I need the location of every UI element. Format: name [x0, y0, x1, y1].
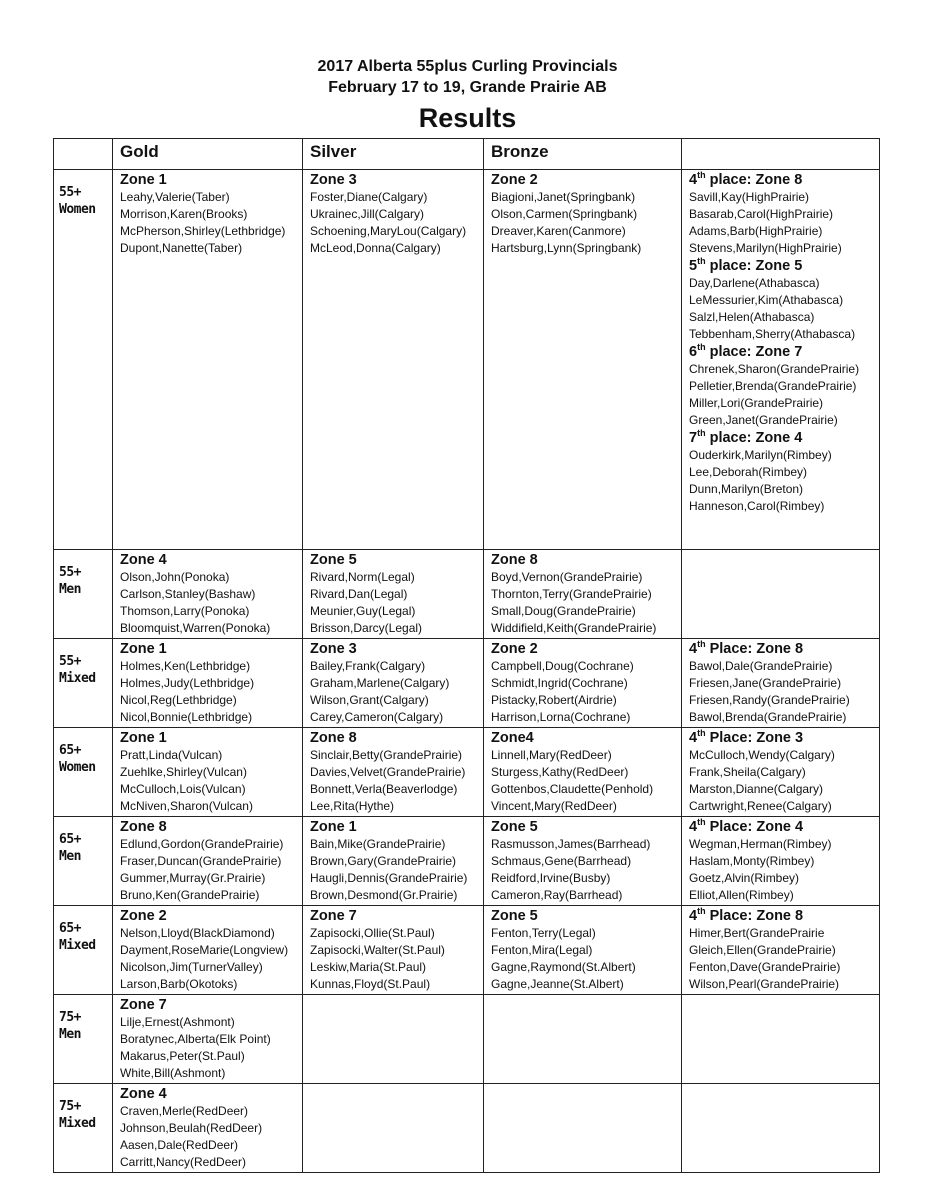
place-suffix: th — [697, 256, 706, 267]
team-member: Wilson,Grant(Calgary) — [310, 693, 429, 707]
bronze-zone: Zone 5 — [491, 908, 538, 924]
silver-zone: Zone 3 — [310, 641, 357, 657]
team-member: Zapisocki,Ollie(St.Paul) — [310, 926, 435, 940]
place-zone: place: Zone 7 — [705, 344, 803, 360]
bronze-cell — [484, 550, 682, 639]
team-member: Biagioni,Janet(Springbank) — [491, 190, 636, 204]
header-row — [54, 139, 880, 170]
silver-team-list — [310, 189, 479, 257]
category-cell — [54, 728, 113, 817]
place-team-list — [689, 925, 875, 993]
gold-cell — [113, 906, 303, 995]
results-table — [53, 138, 880, 1173]
team-member: Pratt,Linda(Vulcan) — [120, 748, 223, 762]
category-age: 65+ — [59, 832, 81, 847]
team-member: Gagne,Raymond(St.Albert) — [491, 960, 636, 974]
place-number: 7 — [689, 430, 698, 446]
team-member: Goetz,Alvin(Rimbey) — [689, 871, 800, 885]
header-bronze: Bronze — [484, 139, 682, 170]
team-member: Brisson,Darcy(Legal) — [310, 621, 423, 635]
other-places-cell — [682, 1084, 880, 1173]
place-zone: Place: Zone 3 — [705, 730, 804, 746]
bronze-team-list — [491, 925, 677, 993]
bronze-cell — [484, 817, 682, 906]
place-zone: Place: Zone 8 — [705, 641, 804, 657]
team-member: Craven,Merle(RedDeer) — [120, 1104, 249, 1118]
team-member: Friesen,Randy(GrandePrairie) — [689, 693, 850, 707]
team-member: Ouderkirk,Marilyn(Rimbey) — [689, 448, 832, 462]
category-division: Women — [59, 202, 96, 217]
team-member: Bruno,Ken(GrandePrairie) — [120, 888, 260, 902]
table-row — [54, 170, 880, 550]
silver-zone: Zone 5 — [310, 552, 357, 568]
place-team-list — [689, 361, 875, 429]
team-member: Fenton,Dave(GrandePrairie) — [689, 960, 841, 974]
header-category — [54, 139, 113, 170]
bronze-team-list — [491, 569, 677, 637]
other-places-cell — [682, 817, 880, 906]
gold-team-list — [120, 1103, 298, 1171]
place-number: 4 — [689, 908, 698, 924]
team-member: Zuehlke,Shirley(Vulcan) — [120, 765, 247, 779]
table-row — [54, 995, 880, 1084]
team-member: Pelletier,Brenda(GrandePrairie) — [689, 379, 857, 393]
category-division: Mixed — [59, 938, 96, 953]
team-member: Linnell,Mary(RedDeer) — [491, 748, 612, 762]
team-member: Meunier,Guy(Legal) — [310, 604, 416, 618]
team-member: Bawol,Dale(GrandePrairie) — [689, 659, 833, 673]
silver-cell — [303, 995, 484, 1084]
silver-cell — [303, 639, 484, 728]
team-member: Miller,Lori(GrandePrairie) — [689, 396, 824, 410]
gold-zone: Zone 1 — [120, 641, 167, 657]
bronze-cell — [484, 906, 682, 995]
bronze-team-list — [491, 658, 677, 726]
event-title: 2017 Alberta 55plus Curling Provincials — [317, 58, 618, 75]
bronze-zone: Zone 5 — [491, 819, 538, 835]
header-silver: Silver — [303, 139, 484, 170]
category-division: Men — [59, 582, 81, 597]
team-member: Adams,Barb(HighPrairie) — [689, 224, 823, 238]
team-member: Fenton,Mira(Legal) — [491, 943, 593, 957]
silver-team-list — [310, 925, 479, 993]
place-team-list — [689, 658, 875, 726]
gold-zone: Zone 4 — [120, 552, 167, 568]
team-member: McCulloch,Wendy(Calgary) — [689, 748, 835, 762]
bronze-cell — [484, 728, 682, 817]
team-member: Carritt,Nancy(RedDeer) — [120, 1155, 247, 1169]
place-heading — [689, 343, 875, 361]
silver-zone: Zone 7 — [310, 908, 357, 924]
team-member: Carey,Cameron(Calgary) — [310, 710, 444, 724]
team-member: Boratynec,Alberta(Elk Point) — [120, 1032, 271, 1046]
category-cell — [54, 550, 113, 639]
team-member: Sinclair,Betty(GrandePrairie) — [310, 748, 463, 762]
place-zone: place: Zone 4 — [705, 430, 803, 446]
silver-cell — [303, 550, 484, 639]
team-member: White,Bill(Ashmont) — [120, 1066, 226, 1080]
place-number: 6 — [689, 344, 698, 360]
place-zone: Place: Zone 4 — [705, 819, 804, 835]
team-member: Stevens,Marilyn(HighPrairie) — [689, 241, 842, 255]
team-member: Bonnett,Verla(Beaverlodge) — [310, 782, 458, 796]
place-number: 4 — [689, 641, 698, 657]
team-member: Cartwright,Renee(Calgary) — [689, 799, 832, 813]
place-team-list — [689, 836, 875, 904]
table-row — [54, 817, 880, 906]
place-suffix: th — [697, 428, 706, 439]
team-member: Carlson,Stanley(Bashaw) — [120, 587, 256, 601]
other-places-cell — [682, 728, 880, 817]
team-member: Cameron,Ray(Barrhead) — [491, 888, 623, 902]
team-member: Olson,Carmen(Springbank) — [491, 207, 638, 221]
place-number: 4 — [689, 730, 698, 746]
silver-team-list — [310, 569, 479, 637]
team-member: Dreaver,Karen(Canmore) — [491, 224, 626, 238]
silver-zone: Zone 1 — [310, 819, 357, 835]
team-member: Gottenbos,Claudette(Penhold) — [491, 782, 654, 796]
team-member: Leahy,Valerie(Taber) — [120, 190, 230, 204]
gold-zone: Zone 1 — [120, 730, 167, 746]
place-zone: place: Zone 8 — [705, 172, 803, 188]
place-heading — [689, 907, 875, 925]
gold-team-list — [120, 836, 298, 904]
team-member: Haslam,Monty(Rimbey) — [689, 854, 815, 868]
bronze-cell — [484, 639, 682, 728]
other-places-cell — [682, 170, 880, 550]
team-member: Nicolson,Jim(TurnerValley) — [120, 960, 263, 974]
team-member: Reidford,Irvine(Busby) — [491, 871, 611, 885]
team-member: Elliot,Allen(Rimbey) — [689, 888, 794, 902]
silver-cell — [303, 170, 484, 550]
gold-zone: Zone 2 — [120, 908, 167, 924]
team-member: Wegman,Herman(Rimbey) — [689, 837, 832, 851]
gold-zone: Zone 8 — [120, 819, 167, 835]
team-member: Fenton,Terry(Legal) — [491, 926, 596, 940]
team-member: Vincent,Mary(RedDeer) — [491, 799, 617, 813]
category-division: Men — [59, 1027, 81, 1042]
team-member: Campbell,Doug(Cochrane) — [491, 659, 634, 673]
team-member: Morrison,Karen(Brooks) — [120, 207, 248, 221]
place-number: 4 — [689, 172, 698, 188]
team-member: Schmidt,Ingrid(Cochrane) — [491, 676, 628, 690]
gold-cell — [113, 170, 303, 550]
team-member: Hartsburg,Lynn(Springbank) — [491, 241, 642, 255]
team-member: Thornton,Terry(GrandePrairie) — [491, 587, 652, 601]
category-cell — [54, 639, 113, 728]
place-heading — [689, 171, 875, 189]
table-row — [54, 1084, 880, 1173]
team-member: Schoening,MaryLou(Calgary) — [310, 224, 467, 238]
event-dates: February 17 to 19, Grande Prairie AB — [328, 79, 607, 96]
place-heading — [689, 257, 875, 275]
silver-cell — [303, 728, 484, 817]
team-member: Gummer,Murray(Gr.Prairie) — [120, 871, 266, 885]
category-age: 55+ — [59, 185, 81, 200]
bronze-zone: Zone 2 — [491, 641, 538, 657]
bronze-cell — [484, 995, 682, 1084]
place-heading — [689, 640, 875, 658]
team-member: Marston,Dianne(Calgary) — [689, 782, 824, 796]
place-number: 4 — [689, 819, 698, 835]
team-member: Pistacky,Robert(Airdrie) — [491, 693, 617, 707]
team-member: Foster,Diane(Calgary) — [310, 190, 428, 204]
place-suffix: th — [697, 639, 706, 650]
bronze-zone: Zone 8 — [491, 552, 538, 568]
team-member: Lee,Rita(Hythe) — [310, 799, 395, 813]
category-division: Men — [59, 849, 81, 864]
place-team-list — [689, 189, 875, 257]
other-places-cell — [682, 995, 880, 1084]
team-member: Hanneson,Carol(Rimbey) — [689, 499, 825, 513]
team-member: Gagne,Jeanne(St.Albert) — [491, 977, 624, 991]
other-places-cell — [682, 906, 880, 995]
place-zone: Place: Zone 8 — [705, 908, 804, 924]
silver-cell — [303, 1084, 484, 1173]
team-member: Bailey,Frank(Calgary) — [310, 659, 426, 673]
bronze-cell — [484, 170, 682, 550]
bronze-team-list — [491, 189, 677, 257]
category-cell — [54, 995, 113, 1084]
category-cell — [54, 1084, 113, 1173]
gold-team-list — [120, 925, 298, 993]
place-suffix: th — [697, 170, 706, 181]
silver-cell — [303, 906, 484, 995]
results-body — [54, 170, 880, 1173]
place-heading — [689, 818, 875, 836]
team-member: Basarab,Carol(HighPrairie) — [689, 207, 834, 221]
bronze-zone: Zone 2 — [491, 172, 538, 188]
team-member: Harrison,Lorna(Cochrane) — [491, 710, 631, 724]
silver-zone: Zone 8 — [310, 730, 357, 746]
team-member: Salzl,Helen(Athabasca) — [689, 310, 815, 324]
team-member: Lilje,Ernest(Ashmont) — [120, 1015, 235, 1029]
gold-cell — [113, 639, 303, 728]
silver-team-list — [310, 836, 479, 904]
team-member: McNiven,Sharon(Vulcan) — [120, 799, 253, 813]
team-member: Lee,Deborah(Rimbey) — [689, 465, 808, 479]
bronze-team-list — [491, 836, 677, 904]
header-gold: Gold — [113, 139, 303, 170]
team-member: Fraser,Duncan(GrandePrairie) — [120, 854, 282, 868]
other-places-cell — [682, 550, 880, 639]
category-division: Mixed — [59, 1116, 96, 1131]
team-member: Zapisocki,Walter(St.Paul) — [310, 943, 445, 957]
place-team-list — [689, 275, 875, 343]
place-team-list — [689, 747, 875, 815]
silver-team-list — [310, 658, 479, 726]
team-member: Himer,Bert(GrandePrairie — [689, 926, 825, 940]
silver-cell — [303, 817, 484, 906]
team-member: Larson,Barb(Okotoks) — [120, 977, 238, 991]
team-member: Leskiw,Maria(St.Paul) — [310, 960, 427, 974]
category-division: Mixed — [59, 671, 96, 686]
gold-cell — [113, 1084, 303, 1173]
category-age: 75+ — [59, 1099, 81, 1114]
header-other-places — [682, 139, 880, 170]
team-member: Rivard,Dan(Legal) — [310, 587, 408, 601]
table-row — [54, 728, 880, 817]
team-member: Day,Darlene(Athabasca) — [689, 276, 820, 290]
team-member: McLeod,Donna(Calgary) — [310, 241, 441, 255]
gold-zone: Zone 4 — [120, 1086, 167, 1102]
table-row — [54, 639, 880, 728]
table-row — [54, 906, 880, 995]
team-member: Brown,Desmond(Gr.Prairie) — [310, 888, 458, 902]
team-member: Nelson,Lloyd(BlackDiamond) — [120, 926, 275, 940]
team-member: Savill,Kay(HighPrairie) — [689, 190, 810, 204]
team-member: Bain,Mike(GrandePrairie) — [310, 837, 446, 851]
category-cell — [54, 906, 113, 995]
gold-cell — [113, 550, 303, 639]
team-member: Aasen,Dale(RedDeer) — [120, 1138, 239, 1152]
place-suffix: th — [697, 728, 706, 739]
place-zone: place: Zone 5 — [705, 258, 803, 274]
team-member: Kunnas,Floyd(St.Paul) — [310, 977, 431, 991]
place-heading — [689, 729, 875, 747]
team-member: Small,Doug(GrandePrairie) — [491, 604, 636, 618]
category-cell — [54, 817, 113, 906]
team-member: Brown,Gary(GrandePrairie) — [310, 854, 457, 868]
team-member: Nicol,Reg(Lethbridge) — [120, 693, 237, 707]
team-member: Dupont,Nanette(Taber) — [120, 241, 243, 255]
team-member: Schmaus,Gene(Barrhead) — [491, 854, 632, 868]
place-team-list — [689, 447, 875, 515]
team-member: Rasmusson,James(Barrhead) — [491, 837, 651, 851]
gold-cell — [113, 995, 303, 1084]
place-heading — [689, 429, 875, 447]
table-row — [54, 550, 880, 639]
team-member: Graham,Marlene(Calgary) — [310, 676, 450, 690]
category-division: Women — [59, 760, 96, 775]
team-member: LeMessurier,Kim(Athabasca) — [689, 293, 844, 307]
gold-team-list — [120, 1014, 298, 1082]
team-member: Haugli,Dennis(GrandePrairie) — [310, 871, 468, 885]
team-member: Wilson,Pearl(GrandePrairie) — [689, 977, 840, 991]
other-places-cell — [682, 639, 880, 728]
team-member: Bawol,Brenda(GrandePrairie) — [689, 710, 847, 724]
place-suffix: th — [697, 817, 706, 828]
team-member: Johnson,Beulah(RedDeer) — [120, 1121, 263, 1135]
team-member: Nicol,Bonnie(Lethbridge) — [120, 710, 253, 724]
team-member: Gleich,Ellen(GrandePrairie) — [689, 943, 836, 957]
bronze-cell — [484, 1084, 682, 1173]
team-member: Olson,John(Ponoka) — [120, 570, 230, 584]
place-suffix: th — [697, 906, 706, 917]
team-member: McCulloch,Lois(Vulcan) — [120, 782, 246, 796]
team-member: Frank,Sheila(Calgary) — [689, 765, 806, 779]
gold-team-list — [120, 189, 298, 257]
team-member: Edlund,Gordon(GrandePrairie) — [120, 837, 284, 851]
category-age: 55+ — [59, 654, 81, 669]
silver-zone: Zone 3 — [310, 172, 357, 188]
gold-team-list — [120, 747, 298, 815]
team-member: Ukrainec,Jill(Calgary) — [310, 207, 425, 221]
team-member: Rivard,Norm(Legal) — [310, 570, 415, 584]
gold-zone: Zone 1 — [120, 172, 167, 188]
category-cell — [54, 170, 113, 550]
team-member: Dunn,Marilyn(Breton) — [689, 482, 804, 496]
team-member: Green,Janet(GrandePrairie) — [689, 413, 838, 427]
gold-team-list — [120, 658, 298, 726]
team-member: Friesen,Jane(GrandePrairie) — [689, 676, 842, 690]
gold-cell — [113, 817, 303, 906]
team-member: Davies,Velvet(GrandePrairie) — [310, 765, 466, 779]
team-member: Chrenek,Sharon(GrandePrairie) — [689, 362, 860, 376]
team-member: Widdifield,Keith(GrandePrairie) — [491, 621, 657, 635]
team-member: Tebbenham,Sherry(Athabasca) — [689, 327, 856, 341]
team-member: Holmes,Judy(Lethbridge) — [120, 676, 255, 690]
team-member: Thomson,Larry(Ponoka) — [120, 604, 250, 618]
category-age: 65+ — [59, 743, 81, 758]
team-member: Dayment,RoseMarie(Longview) — [120, 943, 289, 957]
team-member: Sturgess,Kathy(RedDeer) — [491, 765, 629, 779]
team-member: Makarus,Peter(St.Paul) — [120, 1049, 245, 1063]
category-age: 65+ — [59, 921, 81, 936]
bronze-zone: Zone4 — [491, 730, 534, 746]
team-member: Holmes,Ken(Lethbridge) — [120, 659, 251, 673]
category-age: 75+ — [59, 1010, 81, 1025]
place-number: 5 — [689, 258, 698, 274]
page-title: Results — [418, 103, 517, 133]
bronze-team-list — [491, 747, 677, 815]
place-suffix: th — [697, 342, 706, 353]
gold-team-list — [120, 569, 298, 637]
gold-cell — [113, 728, 303, 817]
category-age: 55+ — [59, 565, 81, 580]
silver-team-list — [310, 747, 479, 815]
team-member: Boyd,Vernon(GrandePrairie) — [491, 570, 643, 584]
team-member: McPherson,Shirley(Lethbridge) — [120, 224, 286, 238]
team-member: Bloomquist,Warren(Ponoka) — [120, 621, 271, 635]
gold-zone: Zone 7 — [120, 997, 167, 1013]
